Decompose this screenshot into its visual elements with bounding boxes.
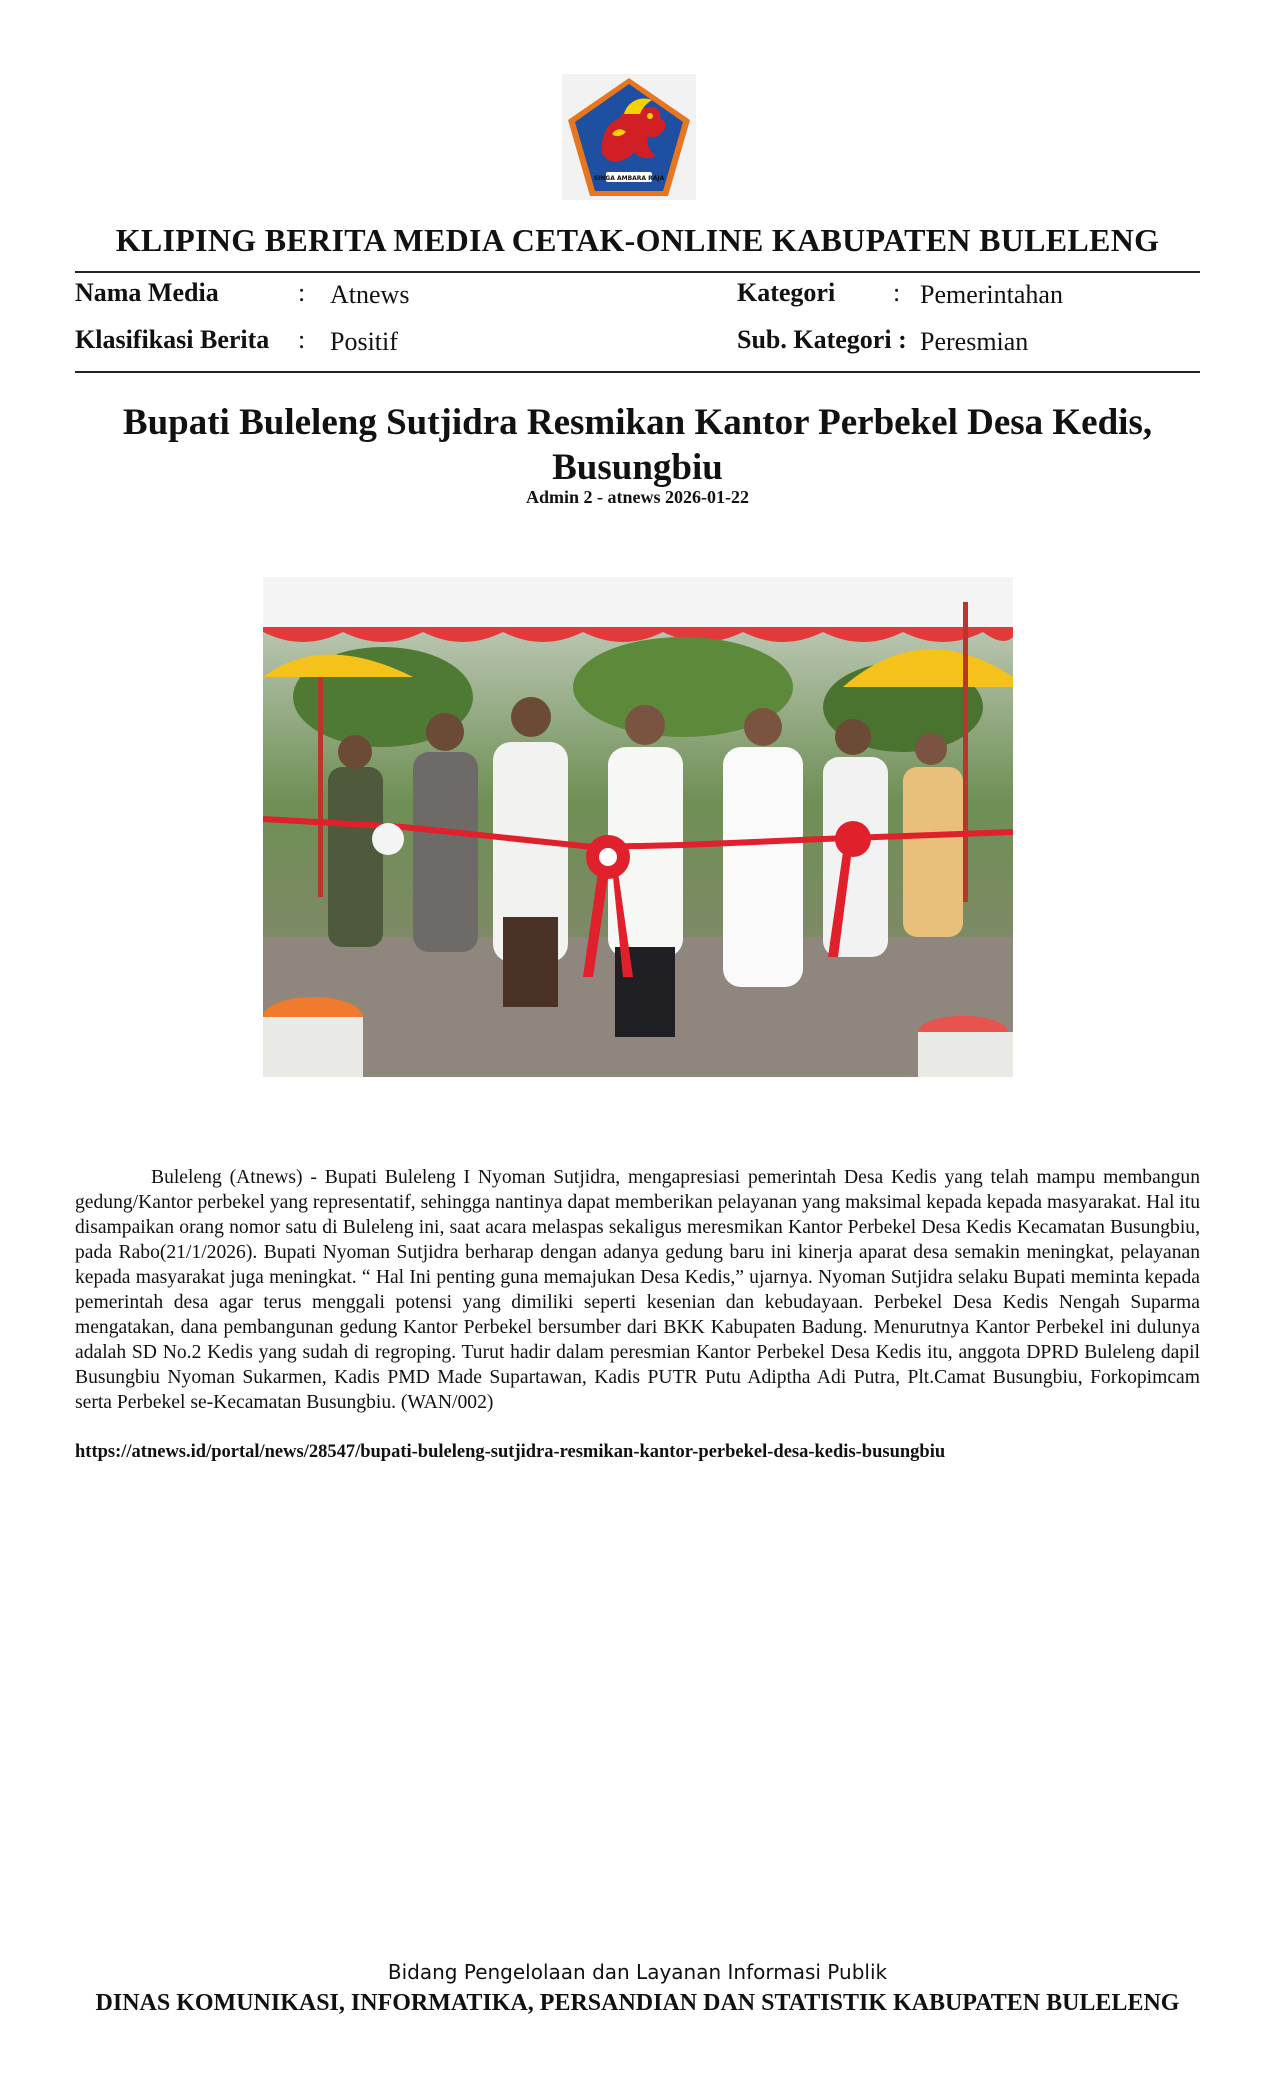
klasifikasi-label: Klasifikasi Berita xyxy=(75,325,270,354)
kategori-colon: : xyxy=(893,278,901,307)
footer-agency: DINAS KOMUNIKASI, INFORMATIKA, PERSANDIAN DAN STATISTIK KABUPATEN BULELENG xyxy=(95,1990,1180,2016)
kategori-value: Pemerintahan xyxy=(920,280,1063,309)
media-label: Nama Media xyxy=(75,278,219,307)
singa-ambara-raja-emblem-icon xyxy=(562,74,696,200)
kategori-label: Kategori xyxy=(737,278,836,307)
emblem-motto: SINGA AMBARA RAJA xyxy=(593,175,665,182)
article-body: Buleleng (Atnews) - Bupati Buleleng I Nyoman Sutjidra, mengapresiasi pemerintah Desa Kedis yang telah mampu membangun gedung/Kantor perbekel yang representatif, sehingga nantinya dapat memberikan pelayanan yang maksimal kepada kepada masyarakat. Hal itu disampaikan orang nomor satu di Buleleng ini, saat acara melaspas sekaligus meresmikan Kantor Perbekel Desa Kedis Kecamatan Busungbiu, pada Rabo(21/1/2026). Bupati Nyoman Sutjidra berharap dengan adanya gedung baru ini kinerja aparat desa semakin meningkat, pelayanan kepada masyarakat juga meningkat. “ Hal Ini penting guna memajukan Desa Kedis,” ujarnya. Nyoman Sutjidra selaku Bupati meminta kepada pemerintah desa agar terus menggali potensi yang dimiliki seperti kesenian dan kebudayaan. Perbekel Desa Kedis Nengah Suparma mengatakan, dana pembangunan gedung Kantor Perbekel bersumber dari BKK Kabupaten Badung. Menurutnya Kantor Perbekel ini dulunya adalah SD No.2 Kedis yang sudah di regroping. Turut hadir dalam peresmian Kantor Perbekel Desa Kedis itu, anggota DPRD Buleleng dapil Busungbiu Nyoman Sukarmen, Kadis PMD Made Supartawan, Kadis PUTR Putu Adiptha Adi Putra, Plt.Camat Busungbiu, Forkopimcam serta Perbekel se-Kecamatan Busungbiu. (WAN/002) xyxy=(75,1167,1200,1413)
header-divider-bottom xyxy=(75,371,1200,373)
source-url-link[interactable]: https://atnews.id/portal/news/28547/bupati-buleleng-sutjidra-resmikan-kantor-perbekel-desa-kedis-busungbiu xyxy=(75,1442,946,1462)
media-colon: : xyxy=(298,278,306,307)
header-divider-top xyxy=(75,271,1200,273)
media-value: Atnews xyxy=(330,280,410,309)
klasifikasi-colon: : xyxy=(298,325,306,354)
document-title: KLIPING BERITA MEDIA CETAK-ONLINE KABUPATEN BULELENG xyxy=(115,222,1160,258)
klasifikasi-value: Positif xyxy=(330,327,398,356)
footer-department: Bidang Pengelolaan dan Layanan Informasi Publik xyxy=(387,1960,888,1984)
article-photo xyxy=(263,577,1013,1077)
subkategori-label: Sub. Kategori : xyxy=(737,325,907,354)
ribbon-cutting-photo-icon xyxy=(263,577,1013,1077)
subkategori-value: Peresmian xyxy=(920,327,1029,356)
article-byline: Admin 2 - atnews 2026-01-22 xyxy=(526,487,749,507)
article-headline: Bupati Buleleng Sutjidra Resmikan Kantor Perbekel Desa Kedis, Busungbiu xyxy=(122,402,1153,488)
emblem-logo xyxy=(562,74,696,200)
